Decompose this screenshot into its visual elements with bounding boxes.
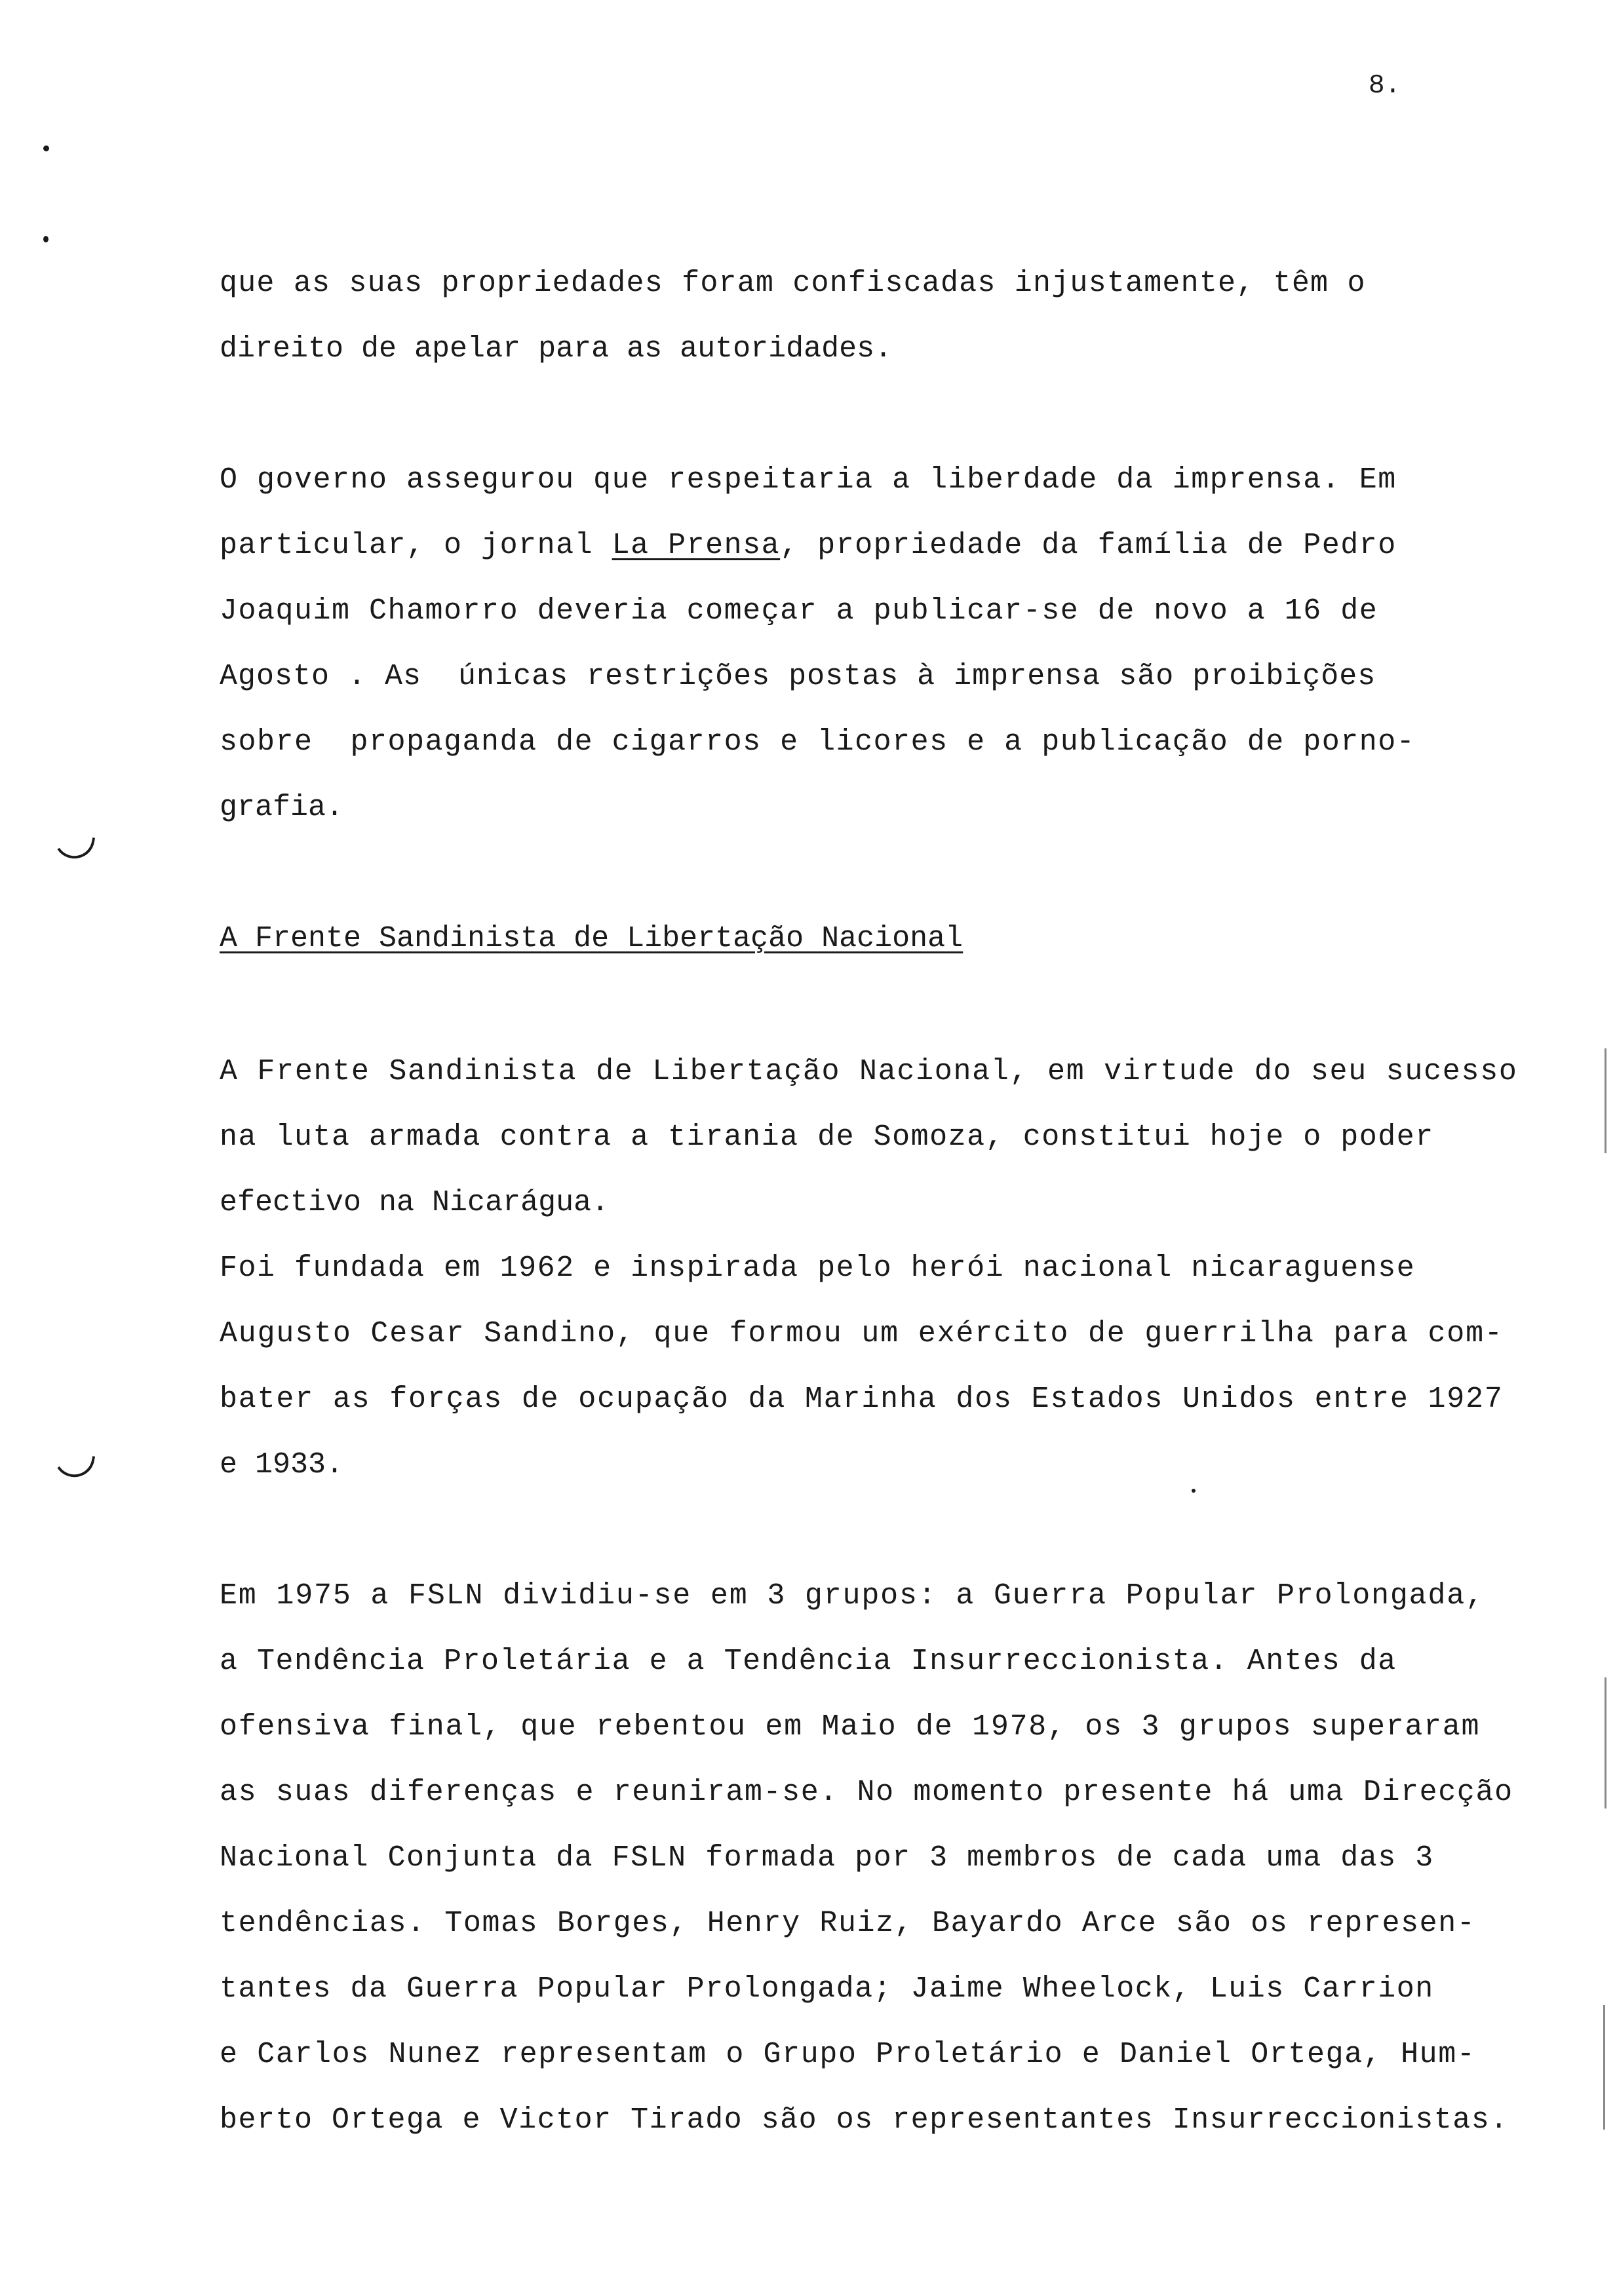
paragraph-line: Em 1975 a FSLN dividiu-se em 3 grupos: a Guerra Popular Prolongada,	[220, 1579, 1485, 1613]
text-segment: particular, o jornal	[220, 529, 612, 562]
margin-hook-mark	[50, 830, 96, 862]
paragraph-line: grafia.	[220, 791, 344, 824]
paragraph-line: Foi fundada em 1962 e inspirada pelo herói nacional nicaraguense	[220, 1252, 1416, 1285]
section-heading: A Frente Sandinista de Libertação Nacional	[220, 922, 963, 955]
paragraph-line: ofensiva final, que rebentou em Maio de 1978, os 3 grupos superaram	[220, 1710, 1481, 1744]
paragraph-line: e Carlos Nunez representam o Grupo Proletário e Daniel Ortega, Hum-	[220, 2038, 1476, 2071]
paragraph-line: A Frente Sandinista de Libertação Nacional, em virtude do seu sucesso	[220, 1055, 1518, 1088]
paragraph-line: Joaquim Chamorro deveria começar a publicar-se de novo a 16 de	[220, 594, 1378, 628]
paragraph-line: berto Ortega e Victor Tirado são os representantes Insurreccionistas.	[220, 2103, 1509, 2137]
paragraph-line: na luta armada contra a tirania de Somoza, constitui hoje o poder	[220, 1120, 1434, 1154]
paragraph-line: bater as forças de ocupação da Marinha dos Estados Unidos entre 1927	[220, 1383, 1504, 1416]
margin-dot	[43, 236, 49, 242]
paragraph-line: e 1933.	[220, 1448, 344, 1482]
stray-dot	[1192, 1489, 1196, 1493]
paragraph-line: tendências. Tomas Borges, Henry Ruiz, Bayardo Arce são os represen-	[220, 1907, 1476, 1940]
paragraph-line: Nacional Conjunta da FSLN formada por 3 membros de cada uma das 3	[220, 1841, 1434, 1875]
paragraph-line: O governo assegurou que respeitaria a liberdade da imprensa. Em	[220, 463, 1397, 497]
paragraph-line: tantes da Guerra Popular Prolongada; Jaime Wheelock, Luis Carrion	[220, 1972, 1434, 2006]
right-edge-mark	[1605, 1048, 1606, 1153]
page-number: 8.	[1369, 71, 1401, 101]
paragraph-line: a Tendência Proletária e a Tendência Insurreccionista. Antes da	[220, 1645, 1397, 1678]
paragraph-line: as suas diferenças e reuniram-se. No momento presente há uma Direcção	[220, 1776, 1513, 1809]
paragraph-line: Augusto Cesar Sandino, que formou um exército de guerrilha para com-	[220, 1317, 1504, 1350]
newspaper-title: La Prensa	[612, 529, 781, 562]
paragraph-line: direito de apelar para as autoridades.	[220, 332, 893, 366]
text-segment: , propriedade da família de Pedro	[780, 529, 1397, 562]
paragraph-line: sobre propaganda de cigarros e licores e a publicação de porno-	[220, 725, 1416, 759]
margin-dot	[43, 145, 49, 151]
right-edge-mark	[1605, 1677, 1606, 1808]
paragraph-line	[220, 527, 1397, 564]
paragraph-line: Agosto . As únicas restrições postas à imprensa são proibições	[220, 660, 1376, 693]
paragraph-line: efectivo na Nicarágua.	[220, 1186, 610, 1219]
paragraph-line: que as suas propriedades foram confiscadas injustamente, têm o	[220, 267, 1366, 300]
right-edge-mark	[1603, 2005, 1605, 2130]
margin-hook-mark	[50, 1448, 96, 1481]
